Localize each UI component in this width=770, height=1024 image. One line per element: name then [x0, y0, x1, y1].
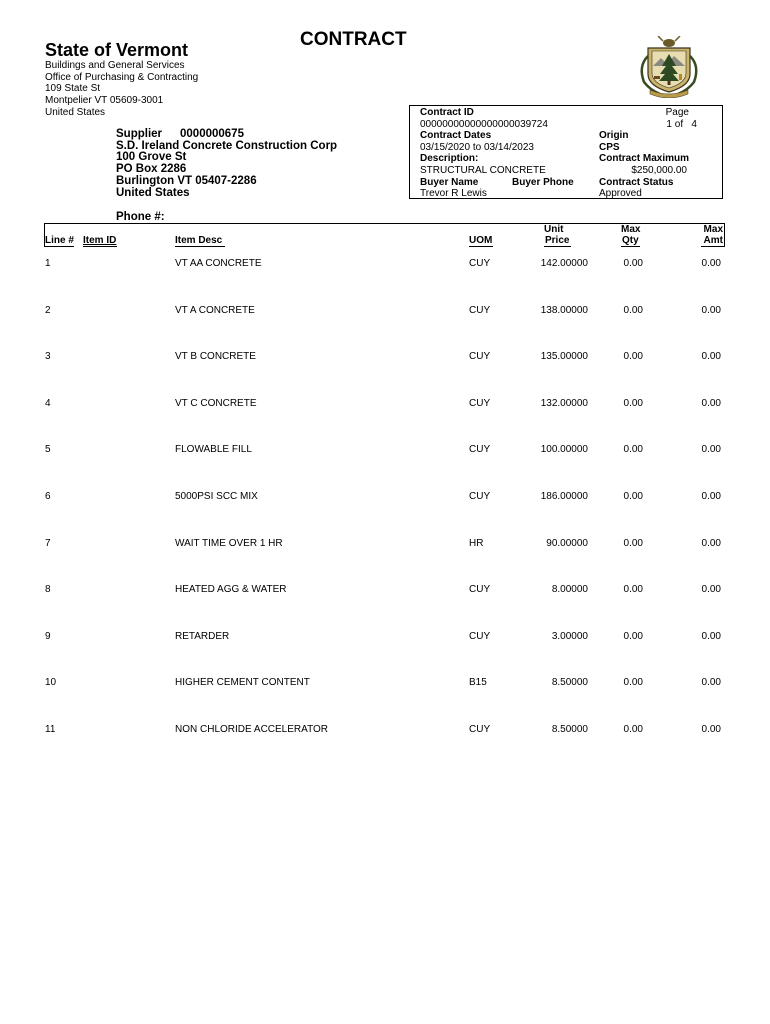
- unit-price: 100.00000: [540, 444, 588, 456]
- max-qty: 0.00: [623, 258, 643, 269]
- contract-id-label: Contract ID: [420, 107, 474, 118]
- max-amt: 0.00: [701, 491, 721, 502]
- description-label: Description:: [420, 153, 479, 165]
- document-title: CONTRACT: [300, 29, 407, 50]
- table-row: [0, 677, 770, 691]
- supplier-line: Burlington VT 05407-2286: [116, 174, 257, 187]
- max-amt: 0.00: [701, 304, 721, 316]
- contract-max-value: $250,000.00: [631, 165, 687, 176]
- unit-price: 138.00000: [540, 304, 588, 316]
- max-amt: 0.00: [701, 537, 721, 549]
- item-desc: WAIT TIME OVER 1 HR: [175, 537, 283, 549]
- agency-line: 109 State St: [45, 83, 101, 95]
- item-desc: HEATED AGG & WATER: [175, 584, 287, 596]
- supplier-phone-label: Phone #:: [116, 211, 165, 223]
- max-qty: 0.00: [623, 677, 643, 689]
- max-amt: 0.00: [701, 444, 721, 456]
- line-number: 11: [45, 724, 56, 735]
- item-desc: VT AA CONCRETE: [175, 258, 262, 269]
- uom: CUY: [469, 584, 491, 596]
- item-desc: FLOWABLE FILL: [175, 444, 252, 456]
- uom: CUY: [469, 304, 491, 316]
- unit-price: 186.00000: [540, 491, 588, 502]
- unit-price: 8.00000: [551, 584, 588, 596]
- max-qty: 0.00: [623, 630, 643, 642]
- table-row: [0, 631, 770, 645]
- contract-status-label: Contract Status: [599, 176, 674, 188]
- table-row: [0, 398, 770, 412]
- uom: B15: [469, 677, 487, 689]
- uom: CUY: [469, 630, 491, 642]
- agency-line: United States: [45, 106, 106, 118]
- supplier-block: [116, 129, 337, 199]
- supplier-line: PO Box 2286: [116, 163, 187, 176]
- unit-price: 135.00000: [540, 351, 588, 363]
- divider: [44, 246, 74, 247]
- uom: CUY: [469, 258, 491, 269]
- col-amt: Amt: [703, 235, 723, 246]
- divider: [621, 246, 640, 247]
- col-uom: UOM: [469, 235, 493, 246]
- page-label: Page: [665, 107, 689, 118]
- max-amt: 0.00: [701, 397, 721, 409]
- buyer-name: Trevor R Lewis: [420, 188, 487, 200]
- supplier-line: United States: [116, 186, 190, 199]
- agency-address: [45, 60, 198, 119]
- table-row: [0, 351, 770, 365]
- buyer-phone-label: Buyer Phone: [512, 176, 574, 188]
- line-number: 8: [45, 584, 51, 596]
- max-qty: 0.00: [623, 351, 643, 363]
- line-number: 10: [45, 677, 57, 689]
- uom: CUY: [469, 397, 491, 409]
- divider: [83, 246, 117, 247]
- max-amt: 0.00: [701, 258, 721, 269]
- line-number: 2: [45, 304, 51, 316]
- origin-label: Origin: [599, 130, 629, 142]
- unit-price: 90.00000: [546, 537, 588, 549]
- supplier-id: 0000000675: [180, 128, 244, 140]
- max-amt: 0.00: [701, 724, 721, 735]
- unit-price: 132.00000: [540, 397, 588, 409]
- unit-price: 3.00000: [551, 630, 588, 642]
- max-qty: 0.00: [623, 584, 643, 596]
- col-unit: Unit: [544, 224, 564, 235]
- supplier-line: 100 Grove St: [116, 151, 187, 164]
- max-amt: 0.00: [701, 677, 721, 689]
- state-seal-icon: [636, 36, 702, 98]
- max-qty: 0.00: [623, 397, 643, 409]
- item-desc: HIGHER CEMENT CONTENT: [175, 677, 310, 689]
- line-number: 6: [45, 491, 51, 502]
- uom: CUY: [469, 351, 491, 363]
- table-row: [0, 258, 770, 272]
- max-amt: 0.00: [701, 351, 721, 363]
- line-number: 4: [45, 397, 51, 409]
- line-number: 5: [45, 444, 51, 456]
- table-row: [0, 491, 770, 505]
- page-number: 1 of 4: [666, 118, 697, 130]
- contract-status: Approved: [599, 188, 642, 200]
- max-qty: 0.00: [623, 491, 643, 502]
- agency-line: Montpelier VT 05609-3001: [45, 95, 164, 107]
- unit-price: 8.50000: [551, 677, 588, 689]
- table-row: [0, 584, 770, 598]
- supplier-line: S.D. Ireland Concrete Construction Corp: [116, 139, 338, 152]
- max-qty: 0.00: [623, 304, 643, 316]
- divider: [469, 246, 493, 247]
- table-row: [0, 305, 770, 319]
- col-item-id: Item ID: [83, 235, 117, 246]
- item-desc: VT B CONCRETE: [175, 351, 256, 363]
- origin-value: CPS: [599, 141, 620, 153]
- col-item-desc: Item Desc: [175, 235, 223, 246]
- agency-line: Office of Purchasing & Contracting: [45, 71, 199, 83]
- supplier-label: Supplier: [116, 128, 163, 140]
- line-number: 3: [45, 351, 51, 363]
- item-desc: NON CHLORIDE ACCELERATOR: [175, 724, 328, 735]
- col-line: Line #: [45, 235, 74, 246]
- divider: [544, 246, 571, 247]
- col-qty: Qty: [622, 235, 639, 246]
- contract-dates: 03/15/2020 to 03/14/2023: [420, 141, 534, 153]
- max-amt: 0.00: [701, 584, 721, 596]
- item-desc: RETARDER: [175, 630, 230, 642]
- item-desc: 5000PSI SCC MIX: [175, 491, 258, 502]
- table-row: [0, 444, 770, 458]
- contract-description: STRUCTURAL CONCRETE: [420, 165, 546, 176]
- divider: [175, 246, 225, 247]
- uom: HR: [469, 537, 484, 549]
- divider: [701, 246, 725, 247]
- uom: CUY: [469, 444, 491, 456]
- state-name: State of Vermont: [45, 40, 189, 60]
- col-max-amt-top: Max: [703, 224, 723, 235]
- contract-max-label: Contract Maximum: [599, 153, 690, 165]
- table-row: [0, 538, 770, 552]
- line-number: 7: [45, 537, 51, 549]
- contract-id: 00000000000000000039724: [420, 118, 548, 130]
- item-desc: VT C CONCRETE: [175, 397, 257, 409]
- uom: CUY: [469, 724, 491, 735]
- max-qty: 0.00: [623, 724, 643, 735]
- agency-line: Buildings and General Services: [45, 60, 185, 71]
- buyer-name-label: Buyer Name: [420, 176, 479, 188]
- col-max-qty-top: Max: [621, 224, 641, 235]
- unit-price: 8.50000: [551, 724, 588, 735]
- max-qty: 0.00: [623, 444, 643, 456]
- max-amt: 0.00: [701, 630, 721, 642]
- table-row: [0, 724, 770, 738]
- col-price: Price: [545, 235, 570, 246]
- uom: CUY: [469, 491, 491, 502]
- max-qty: 0.00: [623, 537, 643, 549]
- item-desc: VT A CONCRETE: [175, 304, 255, 316]
- contract-dates-label: Contract Dates: [420, 130, 492, 142]
- line-number: 9: [45, 630, 51, 642]
- unit-price: 142.00000: [540, 258, 588, 269]
- line-number: 1: [45, 258, 51, 269]
